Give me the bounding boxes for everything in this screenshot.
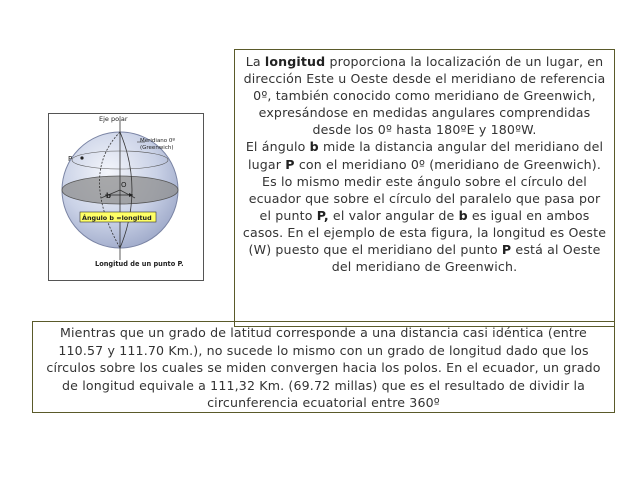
globe-figure (48, 113, 204, 281)
text-span: está al Oeste del meridiano de Greenwich. (331, 242, 601, 275)
bold-term: P (501, 242, 512, 258)
text-span: El ángulo (245, 139, 310, 155)
degree-distance-note (32, 321, 615, 413)
text-span: mide la distancia angular del meridiano del lugar (248, 139, 604, 172)
bold-term: b (309, 139, 319, 155)
globe-diagram (49, 114, 205, 282)
paragraph-1 (241, 53, 608, 138)
text-span: el valor angular de (328, 207, 459, 223)
meridian-label-1: Meridiano 0º (140, 138, 175, 144)
text-span: con el meridiano 0º (meridiano de Greenwich). Es lo mismo medir este ángulo sobre el círculo del ecuador que sobre el círculo del paralelo que pasa por el punto (248, 156, 601, 223)
bold-term: longitud (264, 54, 326, 69)
text-span: proporciona la localización de un lugar, en dirección Este u Oeste desde el meridiano de referencia 0º, también conocido como meridiano de Greenwich, expresándose en medidas angulares comprendidas desde los 0º hasta 180ºE y 180ºW. (243, 54, 606, 138)
bold-term: P, (316, 207, 329, 223)
angle-b-label: b (106, 192, 112, 200)
figure-caption: Longitud de un punto P. (95, 260, 184, 268)
text-span: La (245, 54, 265, 69)
bold-term: b (458, 207, 468, 223)
angle-box-text: Ángulo b =longitud (82, 214, 152, 222)
bold-term: P (285, 156, 295, 172)
polar-axis-label: Eje polar (99, 115, 128, 123)
meridian-label-2: (Greenwich) (140, 145, 174, 151)
point-o-label: O (121, 181, 127, 189)
text-span: es igual en ambos casos. En el ejemplo de esta figura, la longitud es Oeste (W) puesto que el meridiano del punto (242, 207, 607, 258)
point-p-dot (80, 156, 83, 159)
longitude-description (234, 49, 615, 327)
paragraph-2 (241, 138, 608, 275)
point-p-label: P (68, 155, 73, 163)
paragraph-3: Mientras que un grado de latitud corresponde a una distancia casi idéntica (entre 110.57 y 111.70 Km.), no sucede lo mismo con un grado de longitud dado que los círculos sobre los cuales se miden convergen hacia los polos. En el ecuador, un grado de longitud equivale a 111,32 Km. (69.72 millas) que es el resultado de dividir la circunferencia ecuatorial entre 360º (46, 325, 601, 411)
